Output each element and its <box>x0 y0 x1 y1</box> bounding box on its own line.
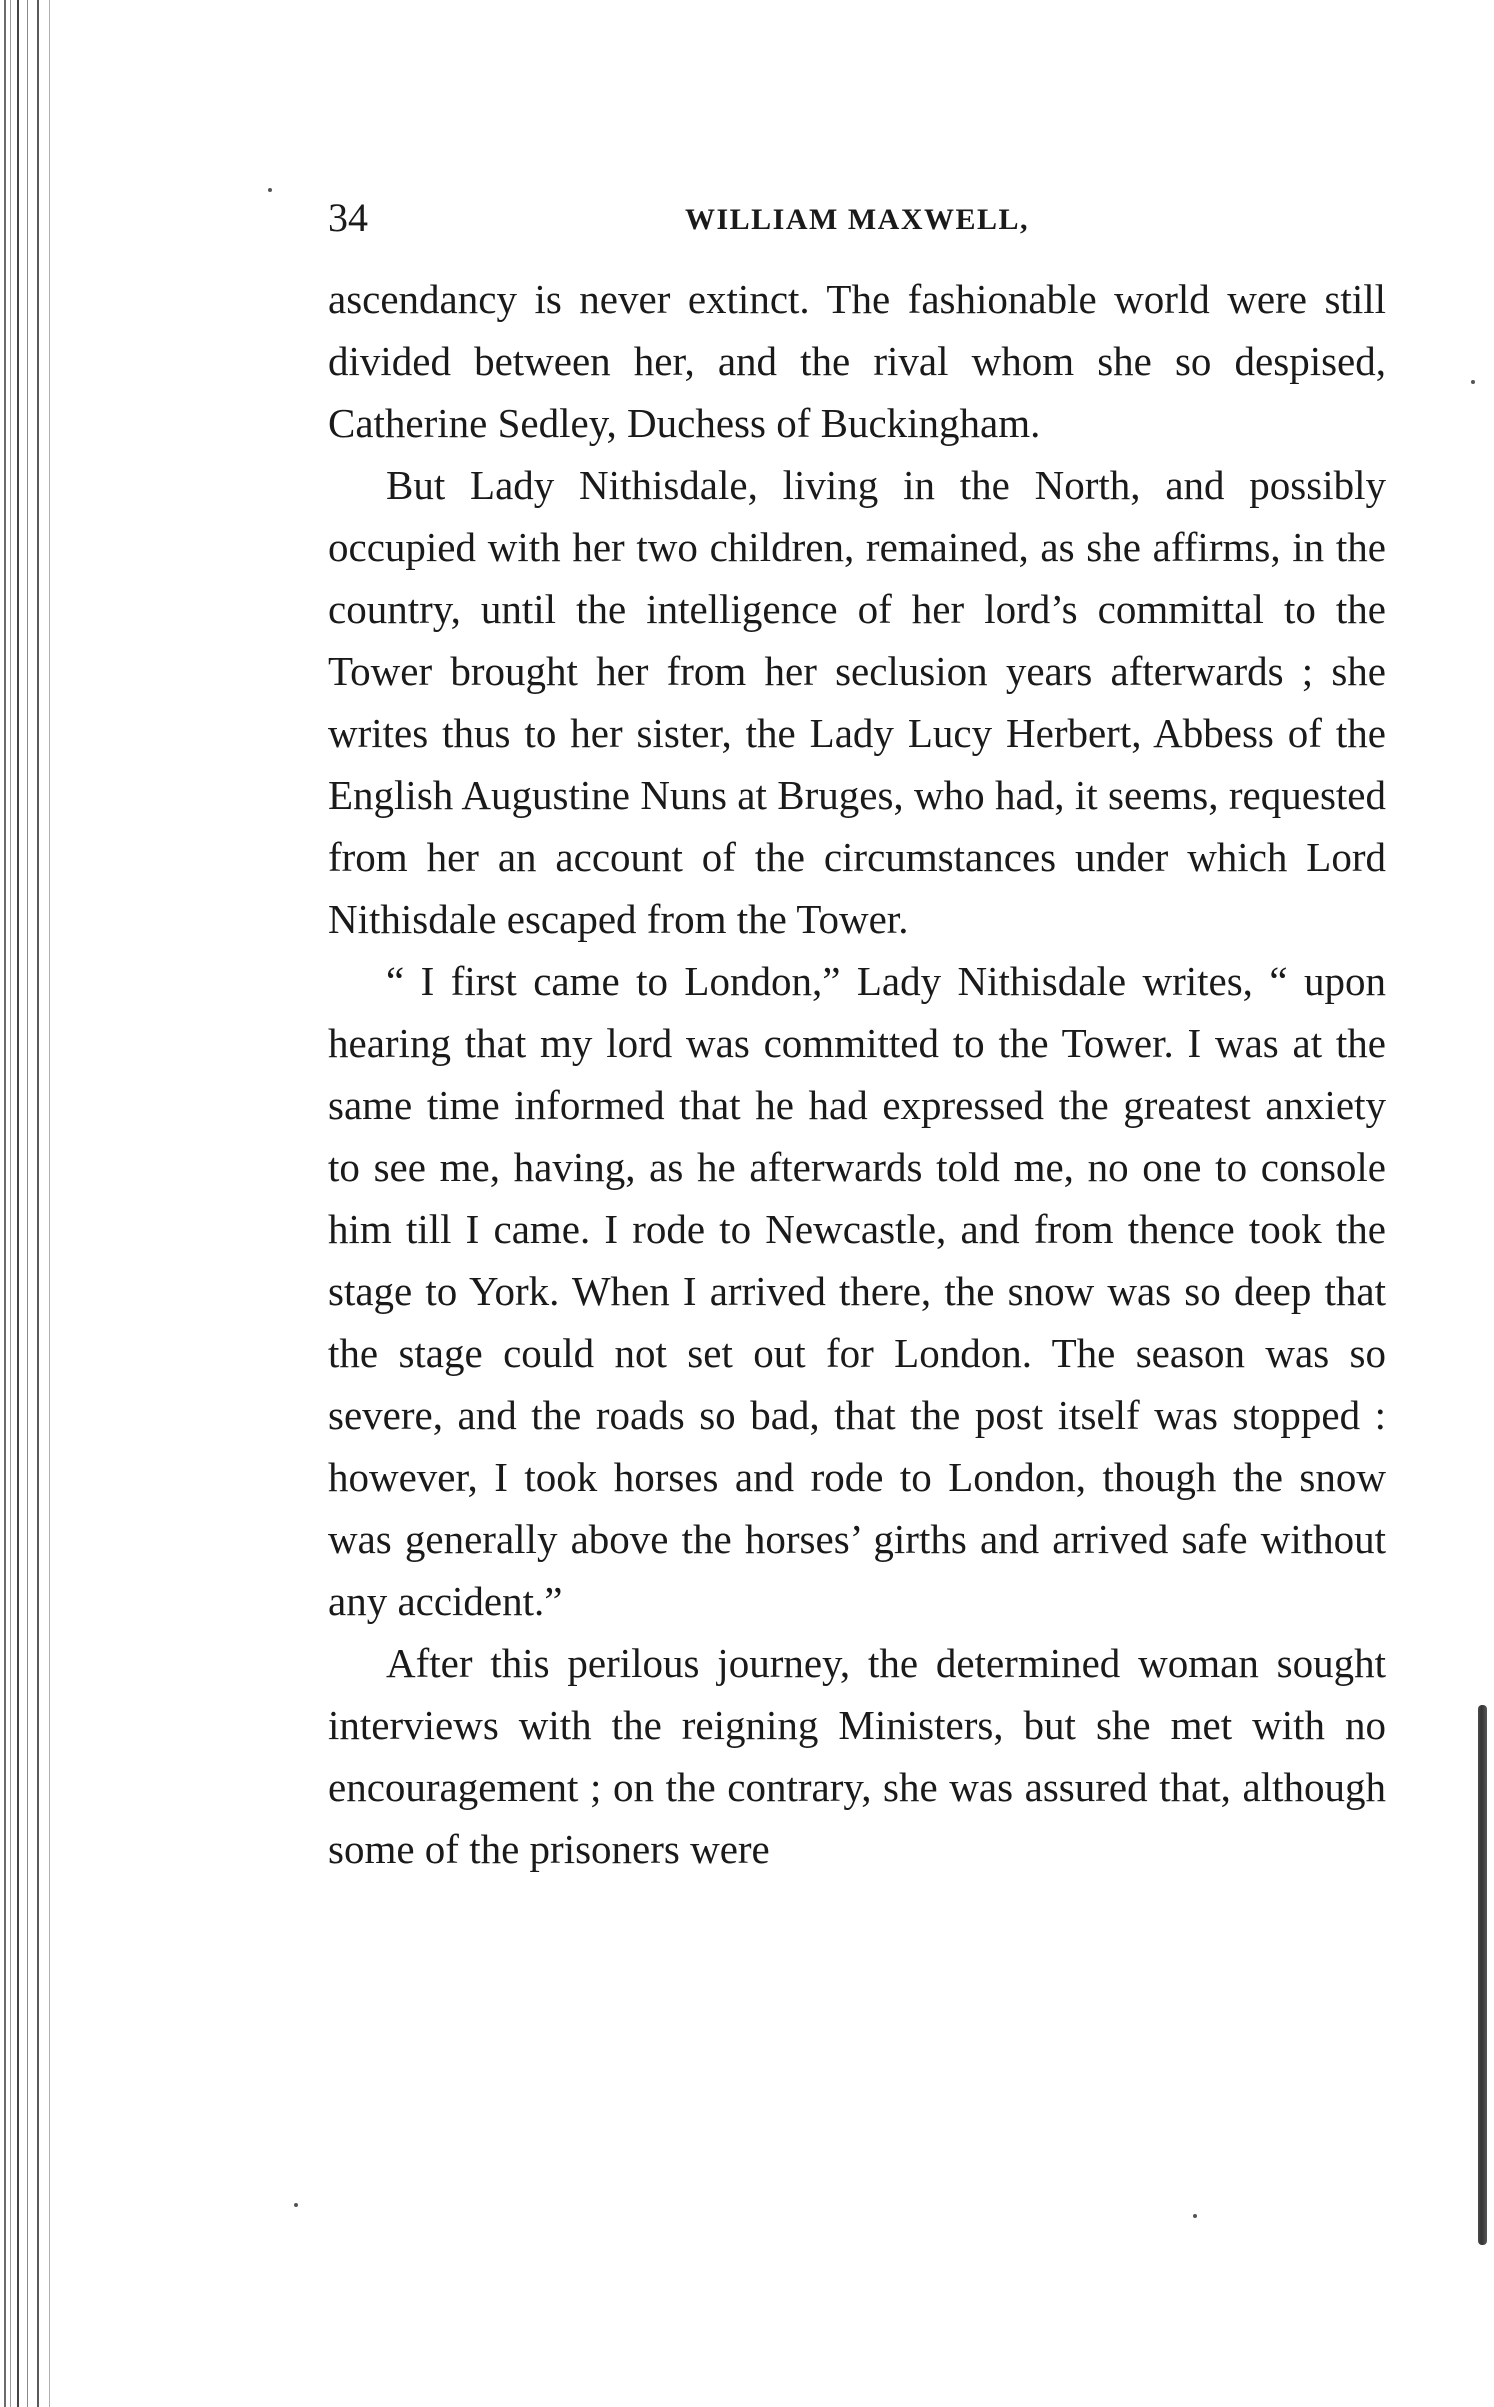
page-number: 34 <box>328 195 368 240</box>
page-header <box>328 190 1386 246</box>
paper-speck <box>294 2203 298 2207</box>
running-head: WILLIAM MAXWELL, <box>684 203 1030 236</box>
binding-gutter <box>0 0 60 2407</box>
paragraph: “ I first came to London,” Lady Nithisdale writes, “ upon hearing that my lord was committed to the Tower. I was at the same time informed that he had expressed the greatest anxiety to see me, having, as he afterwards told me, no one to console him till I came. I rode to Newcastle, and from thence took the stage to York. When I arrived there, the snow was so deep that the stage could not set out for London. The season was so severe, and the roads so bad, that the post itself was stopped : however, I took horses and rode to London, though the snow was generally above the horses’ girths and arrived safe without any accident.” <box>328 958 1386 1624</box>
edge-bleed-mark <box>1478 1705 1487 2245</box>
paper-speck <box>1471 380 1475 384</box>
paper-speck <box>268 188 272 192</box>
paragraph: After this perilous journey, the determined woman sought interviews with the reigning Ministers, but she met with no encouragement ; on the contrary, she was assured that, although some of the prisoners were <box>328 1640 1386 1872</box>
body-text <box>328 268 1386 1880</box>
paragraph: But Lady Nithisdale, living in the North, and possibly occupied with her two children, remained, as she affirms, in the country, until the intelligence of her lord’s committal to the Tower brought her from her seclusion years afterwards ; she writes thus to her sister, the Lady Lucy Herbert, Abbess of the English Augustine Nuns at Bruges, who had, it seems, requested from her an account of the circumstances under which Lord Nithisdale escaped from the Tower. <box>328 462 1386 942</box>
paragraph: ascendancy is never extinct. The fashionable world were still divided between her, and the rival whom she so despised, Catherine Sedley, Duchess of Buckingham. <box>328 276 1386 446</box>
paper-speck <box>1193 2214 1197 2218</box>
